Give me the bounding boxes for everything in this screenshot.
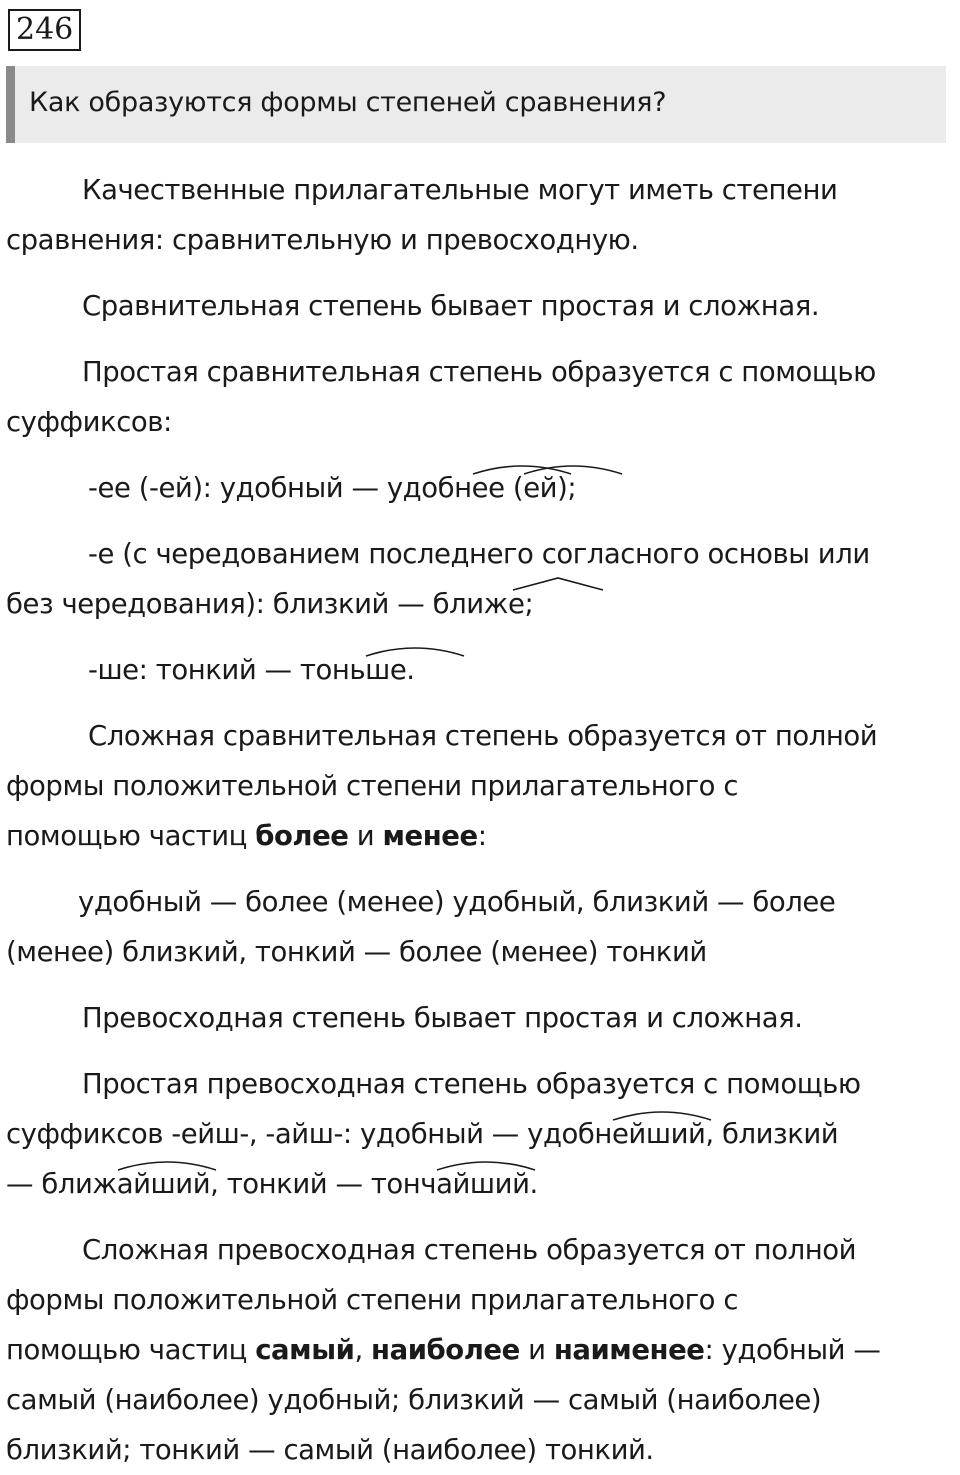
text-line: близкий; тонкий — самый (наиболее) тонкий.	[6, 1434, 654, 1466]
example-text: ;	[524, 588, 534, 620]
text-line: Качественные прилагательные могут иметь степени	[82, 174, 838, 206]
text-span: ,	[354, 1334, 372, 1366]
example-text: (	[504, 472, 524, 504]
suffix-ei	[523, 463, 557, 513]
text-span: ий, близкий	[670, 1118, 839, 1150]
text-line	[6, 1109, 948, 1159]
example-suffix-e	[6, 529, 948, 629]
example-text: .	[406, 654, 415, 686]
text-line: (менее) близкий, тонкий — более (менее) тонкий	[6, 936, 707, 968]
paragraph-simple-superlative	[6, 1059, 948, 1209]
text-span: помощью частиц	[6, 1334, 256, 1366]
suffix-text: ей	[523, 472, 558, 504]
suffix-text: ее	[471, 472, 505, 504]
paragraph-superlative-types: Превосходная степень бывает простая и сложная.	[82, 1002, 803, 1034]
answer-text	[6, 165, 948, 1475]
text-span: помощью частиц	[6, 820, 256, 852]
text-line: Сложная превосходная степень образуется от полной	[82, 1234, 857, 1266]
example-text: );	[557, 472, 577, 504]
suffix-text: е	[507, 588, 525, 620]
text-span: : удобный —	[704, 1334, 881, 1366]
suffix-text: ше	[365, 654, 407, 686]
text-span: и	[519, 1334, 554, 1366]
text-span: :	[477, 820, 487, 852]
suffix-aish	[436, 1159, 495, 1209]
text-line: -е (с чередованием последнего согласного основы или	[88, 538, 870, 570]
text-line	[6, 811, 948, 861]
suffix-text: айш	[436, 1168, 495, 1200]
text-line: Сложная сравнительная степень образуется от полной	[88, 720, 878, 752]
bold-particle: наименее	[553, 1334, 705, 1366]
suffix-eish	[612, 1109, 671, 1159]
text-line: Простая превосходная степень образуется с помощью	[82, 1068, 861, 1100]
paragraph-complex-comparative	[6, 711, 948, 861]
suffix-ee	[472, 463, 505, 513]
paragraph-intro	[6, 165, 948, 265]
example-text: без чередования): близкий — ближ	[6, 588, 508, 620]
example-suffix-she	[6, 645, 948, 695]
bold-particle: менее	[382, 820, 478, 852]
text-line: суффиксов:	[6, 406, 172, 438]
text-span: — ближ	[6, 1168, 117, 1200]
text-span: и	[348, 820, 383, 852]
suffix-she	[365, 645, 406, 695]
text-line: Простая сравнительная степень образуется с помощью	[82, 356, 876, 388]
text-line: удобный — более (менее) удобный, близкий — более	[78, 886, 836, 918]
text-line: самый (наиболее) удобный; близкий — самый (наиболее)	[6, 1384, 822, 1416]
text-line: формы положительной степени прилагательного с	[6, 1284, 738, 1316]
text-span: ий.	[494, 1168, 538, 1200]
example-suffix-ee	[6, 463, 948, 513]
text-line: формы положительной степени прилагательного с	[6, 770, 738, 802]
exercise-number: 246	[8, 9, 81, 51]
bold-particle: более	[255, 820, 349, 852]
question-title: Как образуются формы степеней сравнения?	[29, 87, 667, 118]
text-line	[6, 579, 948, 629]
suffix-text: ейш	[611, 1118, 671, 1150]
example-text: -ше: тонкий — тонь	[88, 654, 366, 686]
text-span: ий, тонкий — тонч	[175, 1168, 437, 1200]
question-banner	[6, 66, 946, 143]
paragraph-complex-superlative	[6, 1225, 948, 1475]
text-line	[6, 1159, 948, 1209]
bold-particle: наиболее	[371, 1334, 520, 1366]
example-text: -ее (-ей): удобный — удобн	[88, 472, 472, 504]
bold-particle: самый	[255, 1334, 355, 1366]
paragraph-complex-comparative-examples	[6, 877, 948, 977]
text-line: сравнения: сравнительную и превосходную.	[6, 224, 639, 256]
suffix-aish	[117, 1159, 176, 1209]
paragraph-comparative-types: Сравнительная степень бывает простая и сложная.	[82, 290, 820, 322]
suffix-e	[508, 579, 524, 629]
paragraph-simple-comparative	[6, 347, 948, 447]
text-line	[6, 1325, 948, 1375]
text-span: суффиксов -ейш-, -айш-: удобный — удобн	[6, 1118, 612, 1150]
suffix-text: айш	[116, 1168, 176, 1200]
